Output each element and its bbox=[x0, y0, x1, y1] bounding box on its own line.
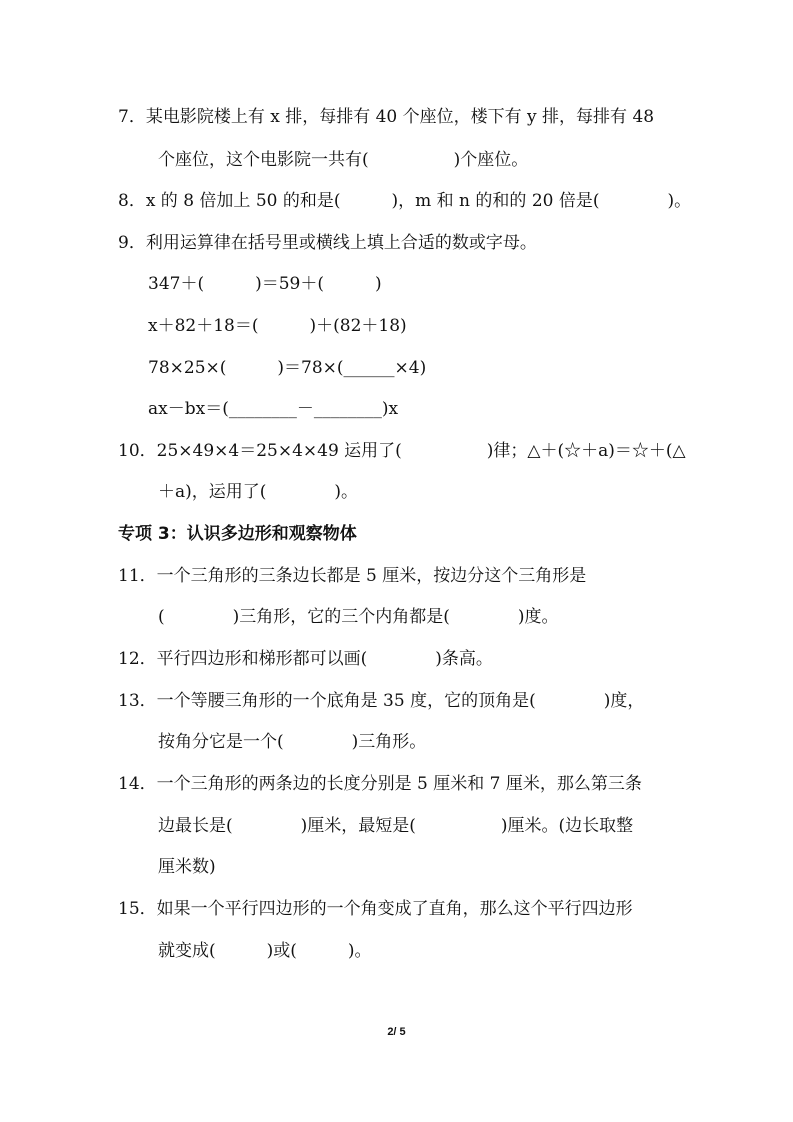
question-9-item-1: 347＋( )＝59＋( ) bbox=[148, 274, 382, 294]
question-13-line-1: 13．一个等腰三角形的一个底角是 35 度，它的顶角是( )度， bbox=[118, 691, 645, 711]
question-8: 8．x 的 8 倍加上 50 的和是( )，m 和 n 的和的 20 倍是( )。 bbox=[118, 191, 692, 211]
question-7-line-1: 7．某电影院楼上有 x 排，每排有 40 个座位，楼下有 y 排，每排有 48 bbox=[118, 107, 655, 127]
question-13-line-2: 按角分它是一个( )三角形。 bbox=[158, 732, 427, 752]
question-10-line-2: ＋a)，运用了( )。 bbox=[158, 482, 359, 502]
question-14-line-3: 厘米数) bbox=[158, 857, 216, 877]
question-12: 12．平行四边形和梯形都可以画( )条高。 bbox=[118, 649, 493, 669]
question-7-line-2: 个座位，这个电影院一共有( )个座位。 bbox=[158, 150, 529, 170]
question-9-item-4: ax－bx＝(________－________)x bbox=[148, 399, 399, 419]
question-9: 9．利用运算律在括号里或横线上填上合适的数或字母。 bbox=[118, 233, 537, 253]
question-10-line-1: 10．25×49×4＝25×4×49 运用了( )律；△＋(☆＋a)＝☆＋(△ bbox=[118, 441, 686, 461]
page-number: 2/ 5 bbox=[387, 1026, 406, 1038]
question-9-item-3: 78×25×( )＝78×(______×4) bbox=[148, 358, 427, 378]
question-14-line-2: 边最长是( )厘米，最短是( )厘米。(边长取整 bbox=[158, 816, 634, 836]
question-11-line-1: 11．一个三角形的三条边长都是 5 厘米，按边分这个三角形是 bbox=[118, 566, 587, 586]
section-heading: 专项 3：认识多边形和观察物体 bbox=[118, 524, 357, 544]
question-9-item-2: x＋82＋18＝( )＋(82＋18) bbox=[148, 316, 407, 336]
question-11-line-2: ( )三角形，它的三个内角都是( )度。 bbox=[158, 607, 559, 627]
question-15-line-1: 15．如果一个平行四边形的一个角变成了直角，那么这个平行四边形 bbox=[118, 899, 633, 919]
question-15-line-2: 就变成( )或( )。 bbox=[158, 941, 372, 961]
question-14-line-1: 14．一个三角形的两条边的长度分别是 5 厘米和 7 厘米，那么第三条 bbox=[118, 774, 642, 794]
